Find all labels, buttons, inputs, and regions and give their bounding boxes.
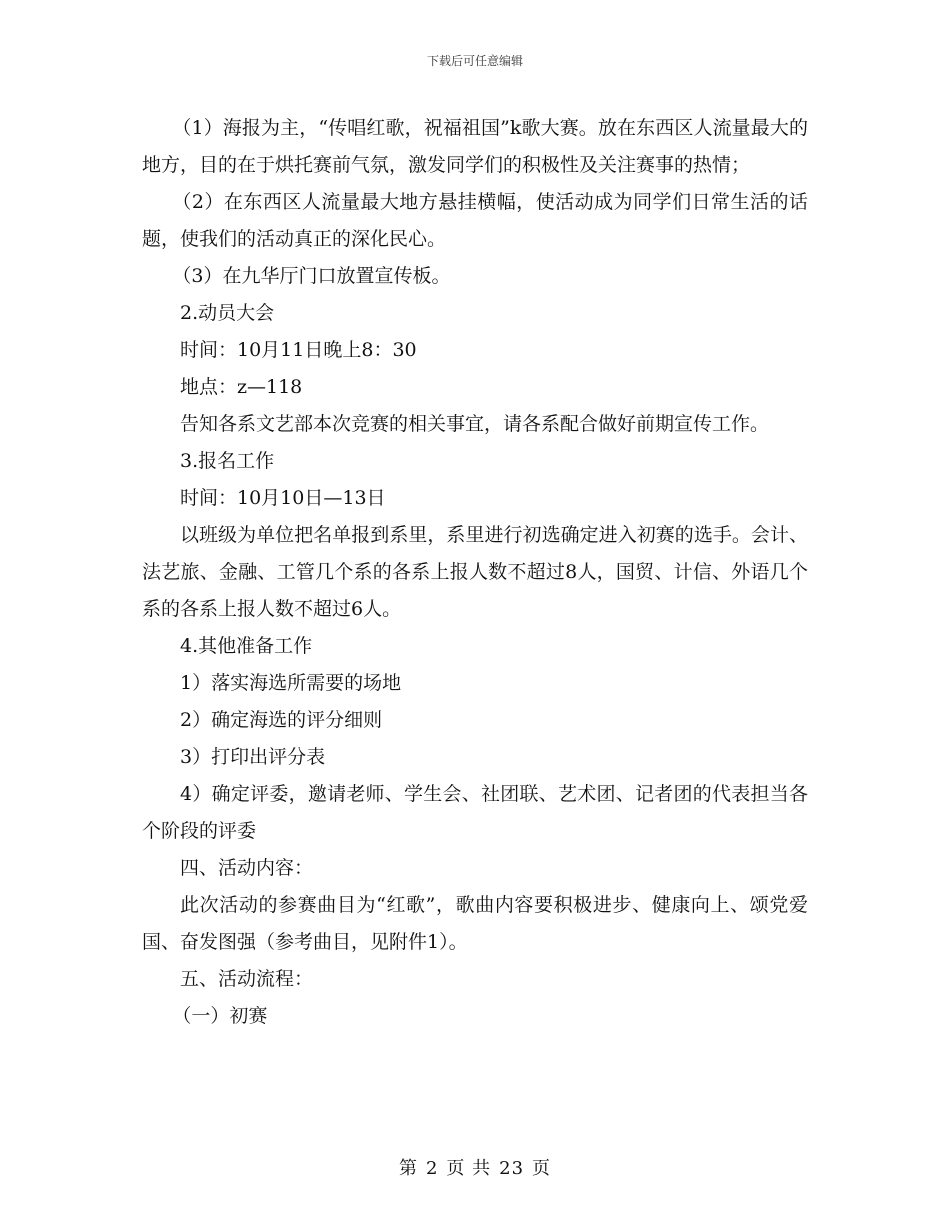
paragraph-registration-rules: 以班级为单位把名单报到系里，系里进行初选确定进入初赛的选手。会计、法艺旅、金融、工管几个系的各系上报人数不超过8人，国贸、计信、外语几个系的各系上报人数不超过6人。: [142, 524, 808, 620]
paragraph-mobilization-place: 地点：z—118: [180, 376, 303, 398]
paragraph-poster: （1）海报为主，“传唱红歌，祝福祖国”k歌大赛。放在东西区人流量最大的地方，目的在于烘托赛前气氛，激发同学们的积极性及关注赛事的热情；: [142, 117, 808, 176]
paragraph-banner: （2）在东西区人流量最大地方悬挂横幅，使活动成为同学们日常生活的话题，使我们的活动真正的深化民心。: [142, 191, 808, 250]
page-number-total: 23: [499, 1158, 525, 1179]
list-item-venue: 1）落实海选所需要的场地: [180, 672, 402, 694]
page-header: 下载后可任意编辑: [426, 54, 523, 68]
section-heading-mobilization: 2.动员大会: [180, 302, 275, 324]
document-body: [142, 110, 808, 1035]
page-number-prefix: 第: [398, 1158, 418, 1179]
section-heading-process: 五、活动流程：: [180, 968, 314, 990]
section-heading-content: 四、活动内容：: [180, 857, 314, 879]
paragraph-registration-time: 时间：10月10日—13日: [180, 487, 386, 509]
paragraph-board: （3）在九华厅门口放置宣传板。: [172, 265, 451, 287]
list-item-score-sheet: 3）打印出评分表: [180, 746, 326, 768]
section-heading-preliminary: （一）初赛: [172, 1005, 268, 1027]
list-item-scoring-rules: 2）确定海选的评分细则: [180, 709, 383, 731]
page-number-suffix: 页: [532, 1158, 552, 1179]
paragraph-mobilization-notice: 告知各系文艺部本次竞赛的相关事宜，请各系配合做好前期宣传工作。: [180, 413, 770, 435]
page-number-current: 2: [425, 1158, 439, 1179]
page-number-middle: 页 共: [446, 1158, 492, 1179]
section-heading-preparation: 4.其他准备工作: [180, 635, 313, 657]
paragraph-content: 此次活动的参赛曲目为“红歌”，歌曲内容要积极进步、健康向上、颂党爱国、奋发图强（参考曲目，见附件1）。: [142, 894, 808, 953]
list-item-judges: 4）确定评委，邀请老师、学生会、社团联、艺术团、记者团的代表担当各个阶段的评委: [142, 783, 808, 842]
section-heading-registration: 3.报名工作: [180, 450, 275, 472]
paragraph-mobilization-time: 时间：10月11日晚上8：30: [180, 339, 417, 361]
page-footer: [0, 1154, 950, 1180]
